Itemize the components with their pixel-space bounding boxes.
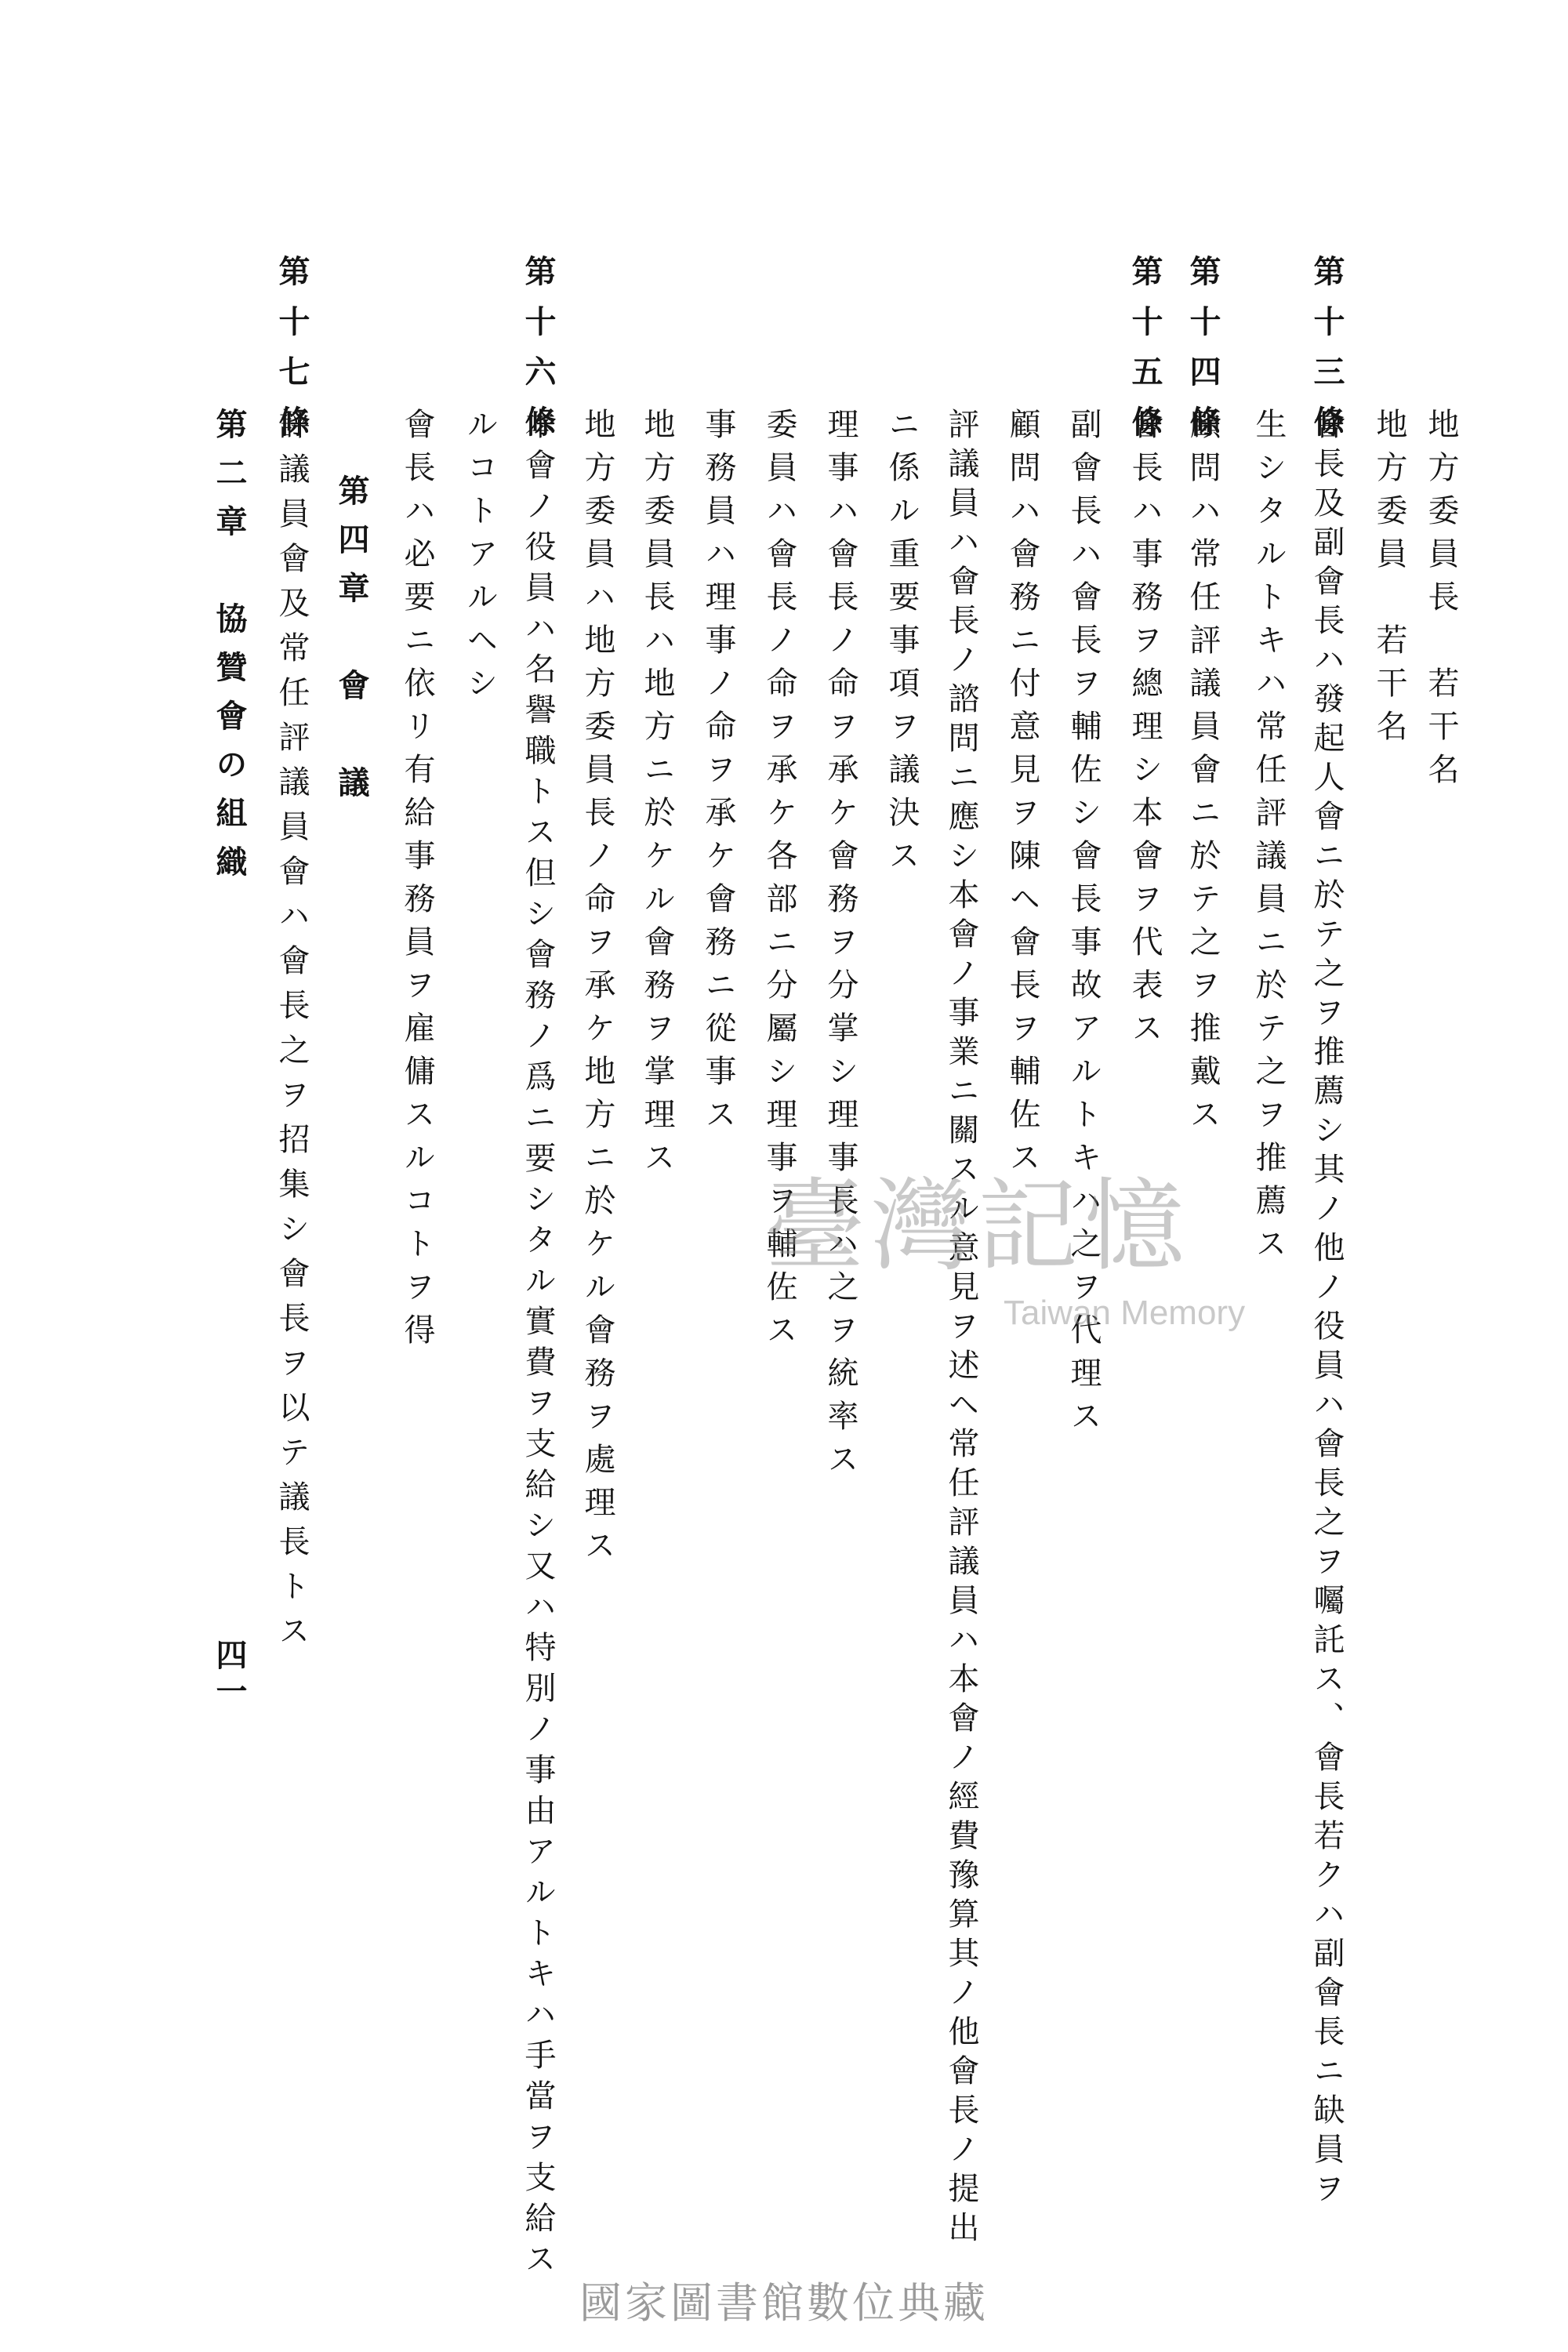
text-column-14: 地方委員長ハ地方ニ於ケル會務ヲ掌理ス — [639, 408, 675, 1184]
watermark-english: Taiwan Memory — [1004, 1294, 1246, 1332]
text-column-15: 地方委員ハ地方委員長ノ命ヲ承ケ地方ニ於ケル會務ヲ處理ス — [579, 408, 615, 1572]
article-16-text: 本會ノ役員ハ名譽職トス但シ會務ノ爲ニ要シタル實費ヲ支給シ又ハ特別ノ事由アルトキハ手當ヲ支給ス — [520, 408, 556, 2283]
article-17-heading: 第十七條 — [274, 255, 310, 456]
article-13-text: 會長及副會長ハ發起人會ニ於テ之ヲ推薦シ其ノ他ノ役員ハ會長之ヲ囑託ス、會長若クハ副會長ニ缺員ヲ — [1308, 408, 1345, 2211]
article-16-heading: 第十六條 — [520, 255, 556, 456]
article-15-heading: 第十五條 — [1127, 255, 1163, 456]
article-15-text: 會長ハ事務ヲ總理シ本會ヲ代表ス — [1127, 408, 1163, 1054]
article-17-text: 評議員會及常任評議員會ハ會長之ヲ招集シ會長ヲ以テ議長トス — [274, 408, 310, 1659]
text-column-12: 委員ハ會長ノ命ヲ承ケ各部ニ分屬シ理事ヲ輔佐ス — [761, 408, 797, 1356]
text-column-7: 副會長ハ會長ヲ輔佐シ會長事故アルトキハ之ヲ代理ス — [1065, 408, 1102, 1443]
text-column-17: ルコトアルヘシ — [462, 408, 498, 710]
article-13-text-cont: 生シタルトキハ常任評議員ニ於テ之ヲ推薦ス — [1250, 408, 1287, 1270]
article-14-heading: 第十四條 — [1185, 255, 1221, 456]
text-column-13: 事務員ハ理事ノ命ヲ承ケ會務ニ從事ス — [700, 408, 736, 1141]
text-column-11: 理事ハ會長ノ命ヲ承ケ會務ヲ分掌シ理事長ハ之ヲ統率ス — [822, 408, 858, 1486]
running-head: 第二章 協贊會の組織 — [211, 408, 247, 894]
text-column-18: 會長ハ必要ニ依リ有給事務員ヲ雇傭スルコトヲ得 — [399, 408, 435, 1356]
footer-credit: 國家圖書館數位典藏 — [579, 2278, 989, 2328]
text-column-8: 顧問ハ會務ニ付意見ヲ陳ヘ會長ヲ輔佐ス — [1004, 408, 1040, 1184]
watermark-chinese: 臺灣記憶 — [764, 1168, 1192, 1285]
article-14-text: 顧問ハ常任評議員會ニ於テ之ヲ推戴ス — [1185, 408, 1221, 1141]
page-number: 四一 — [211, 1639, 247, 1711]
text-column-10: ニ係ル重要事項ヲ議決ス — [884, 408, 920, 882]
article-13-heading: 第十三條 — [1308, 255, 1345, 456]
text-column-1: 地方委員長 若干名 — [1423, 408, 1459, 796]
text-column-2: 地方委員 若干名 — [1371, 408, 1407, 753]
text-column-9: 評議員ハ會長ノ諮問ニ應シ本會ノ事業ニ關スル意見ヲ述ヘ常任評議員ハ本會ノ經費豫算其ノ他會長ノ提出 — [943, 408, 979, 2250]
chapter-4-heading: 第四章 會 議 — [333, 474, 369, 815]
